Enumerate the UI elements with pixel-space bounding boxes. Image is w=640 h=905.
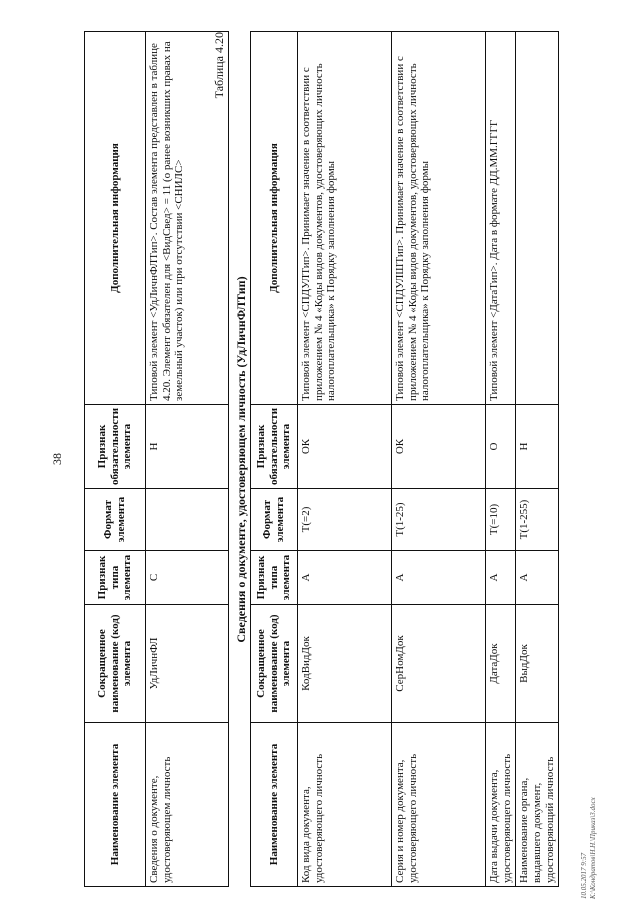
table-row — [146, 32, 229, 887]
column-header-required: Признак обязательности элемента — [251, 405, 298, 489]
table-row — [516, 32, 559, 887]
table-caption: Сведения о документе, удостоверяющем личность (УдЛичнФЛТип) — [234, 276, 248, 643]
cell-format — [146, 489, 229, 551]
cell-name: Дата выдачи документа, удостоверяющего личность — [486, 723, 516, 887]
cell-format: T(1-25) — [392, 489, 486, 551]
identity-document-table — [250, 31, 559, 887]
cell-name: Серия и номер документа, удостоверяющего личность — [392, 723, 486, 887]
cell-info: Типовой элемент <ДатаТип>. Дата в формате ДД.ММ.ГГГГ — [486, 32, 516, 405]
cell-name: Наименование органа, выдавшего документ, удостоверяющий личность — [516, 723, 559, 887]
column-header-info: Дополнительная информация — [85, 32, 146, 405]
column-header-type: Признак типа элемента — [85, 551, 146, 605]
cell-type: А — [516, 551, 559, 605]
cell-type: А — [392, 551, 486, 605]
column-header-name: Наименование элемента — [85, 723, 146, 887]
column-header-code: Сокращенное наименование (код) элемента — [85, 605, 146, 723]
footmark-line: 10.05.2017 9:57 — [580, 852, 588, 899]
table-number: Таблица 4.20 — [212, 32, 226, 99]
cell-code: КодВидДок — [298, 605, 392, 723]
table-row — [298, 32, 392, 887]
column-header-required: Признак обязательности элемента — [85, 405, 146, 489]
cell-format: T(1-255) — [516, 489, 559, 551]
page-number: 38 — [50, 453, 64, 465]
column-header-format: Формат элемента — [251, 489, 298, 551]
column-header-info: Дополнительная информация — [251, 32, 298, 405]
cell-required: ОК — [392, 405, 486, 489]
cell-code: СерНомДок — [392, 605, 486, 723]
cell-code: УдЛичнФЛ — [146, 605, 229, 723]
cell-info: Типовой элемент <СПДУЛШТип>. Принимает значение в соответствии с приложением № 4 «Коды видов документов, удостоверяющих личность налогоплательщика» к Порядку заполнения формы — [392, 32, 486, 405]
cell-type: С — [146, 551, 229, 605]
footmark-line: К:\Кондратов\Н.Н.\Приказ\3.docx — [589, 797, 598, 899]
cell-format: T(=10) — [486, 489, 516, 551]
table-header-row — [251, 32, 298, 887]
cell-required: О — [486, 405, 516, 489]
cell-required: ОК — [298, 405, 392, 489]
table-header-row — [85, 32, 146, 887]
cell-code: ВыдДок — [516, 605, 559, 723]
cell-name: Код вида документа, удостоверяющего личность — [298, 723, 392, 887]
cell-required: Н — [146, 405, 229, 489]
cell-info: Типовой элемент <СПДУЛТип>. Принимает значение в соответствии с приложением № 4 «Коды видов документов, удостоверяющих личность налогоплательщика» к Порядку заполнения формы — [298, 32, 392, 405]
document-footmark — [580, 797, 598, 899]
table-row — [486, 32, 516, 887]
cell-required: Н — [516, 405, 559, 489]
column-header-name: Наименование элемента — [251, 723, 298, 887]
cell-format: T(=2) — [298, 489, 392, 551]
cell-info — [516, 32, 559, 405]
cell-type: А — [486, 551, 516, 605]
table-row — [392, 32, 486, 887]
column-header-format: Формат элемента — [85, 489, 146, 551]
elements-table — [84, 31, 229, 887]
cell-name: Сведения о документе, удостоверяющем личность — [146, 723, 229, 887]
column-header-code: Сокращенное наименование (код) элемента — [251, 605, 298, 723]
cell-type: А — [298, 551, 392, 605]
cell-code: ДатаДок — [486, 605, 516, 723]
cell-info: Типовой элемент <УдЛичнФЛТип>. Состав элемента представлен в таблице 4.20. Элемент обязателен для <ВидСвед> = 11 (о ранее возникших правах на земельный участок) или при отсутствии <СНИЛС> — [146, 32, 229, 405]
column-header-type: Признак типа элемента — [251, 551, 298, 605]
